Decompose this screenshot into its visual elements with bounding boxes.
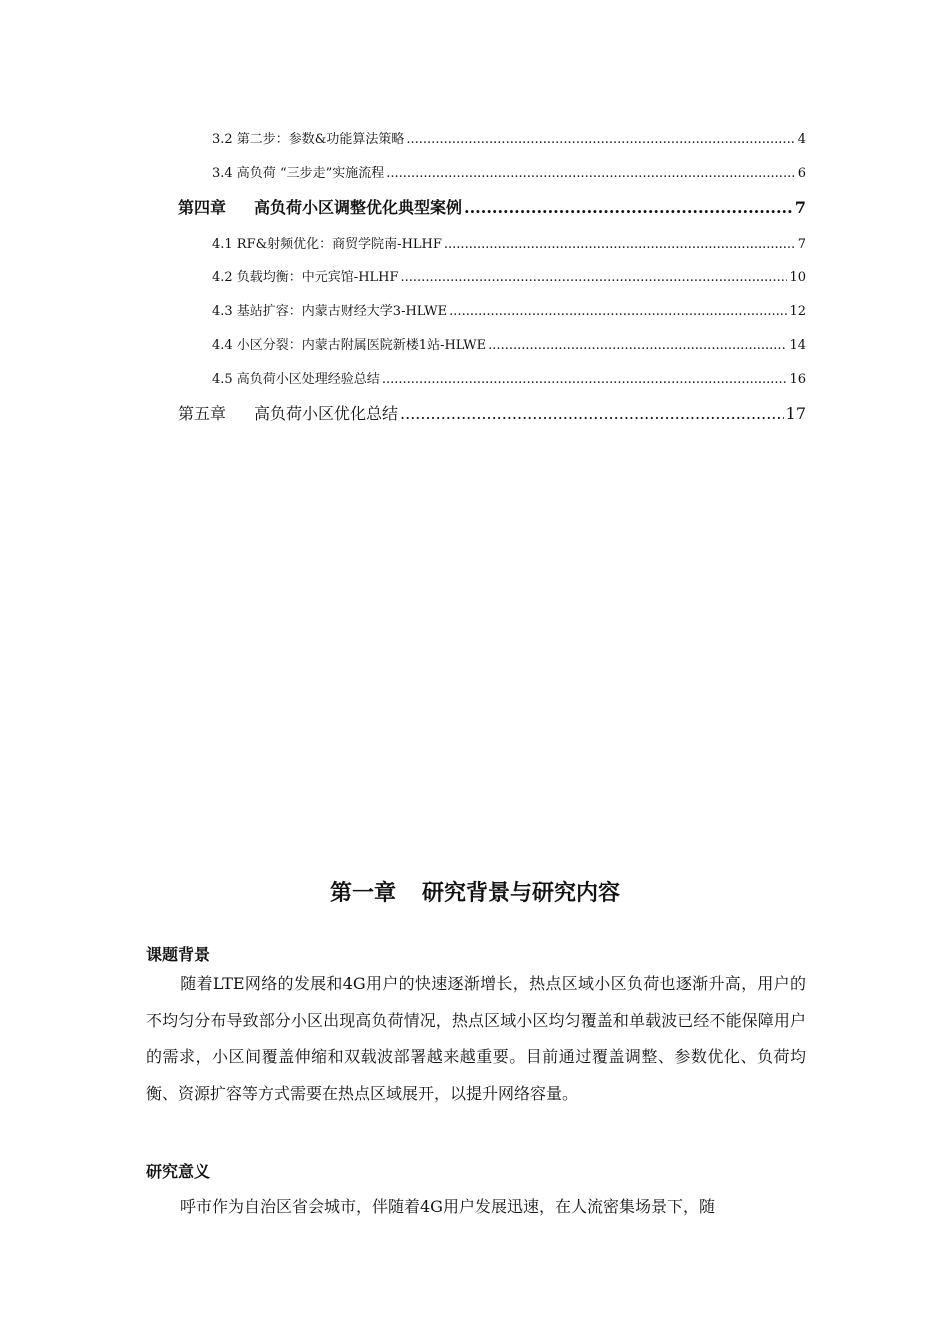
toc-leader — [401, 270, 788, 285]
toc-entry-label: 3.4 高负荷 “三步走”实施流程 — [212, 166, 385, 181]
toc-entry-3-2[interactable] — [212, 128, 806, 147]
chapter-heading — [0, 876, 950, 907]
section-paragraph-significance — [146, 1189, 806, 1226]
toc-page-number: 12 — [789, 304, 806, 319]
toc-leader — [406, 132, 795, 147]
toc-chapter-label — [178, 401, 398, 424]
toc-entry-label: 4.3 基站扩容：内蒙古财经大学3-HLWE — [212, 304, 448, 319]
chapter-title: 研究背景与研究内容 — [422, 881, 621, 906]
toc-entry-label: 4.4 小区分裂：内蒙古附属医院新楼1站-HLWE — [212, 338, 487, 353]
toc-entry-label: 4.2 负载均衡：中元宾馆-HLHF — [212, 270, 399, 285]
toc-leader — [444, 237, 796, 252]
toc-page-number: 6 — [797, 166, 806, 181]
toc-page-number: 17 — [785, 404, 806, 423]
section-paragraph-background — [146, 966, 806, 1112]
toc-entry-4-3[interactable] — [212, 300, 806, 319]
toc-entry-4-2[interactable] — [212, 266, 806, 285]
toc-leader — [386, 166, 795, 181]
toc-entry-chapter-4[interactable] — [178, 195, 806, 218]
toc-page-number: 7 — [797, 237, 806, 252]
toc-entry-4-5[interactable] — [212, 368, 806, 387]
section-heading-background: 课题背景 — [146, 945, 211, 964]
toc-chapter-number: 第五章 — [178, 404, 227, 423]
toc-leader — [449, 304, 787, 319]
toc-page-number: 16 — [789, 372, 806, 387]
toc-page-number: 7 — [794, 198, 806, 217]
toc-entry-label: 4.5 高负荷小区处理经验总结 — [212, 372, 380, 387]
toc-page-number: 14 — [789, 338, 806, 353]
toc-leader — [464, 198, 793, 217]
toc-page-number: 10 — [789, 270, 806, 285]
paragraph-text: 呼市作为自治区省会城市，伴随着4G用户发展迅速，在人流密集场景下，随 — [180, 1197, 715, 1216]
toc-chapter-title: 高负荷小区调整优化典型案例 — [254, 198, 463, 217]
paragraph-text: 随着LTE网络的发展和4G用户的快速逐渐增长，热点区域小区负荷也逐渐升高，用户的不均匀分布导致部分小区出现高负荷情况，热点区域小区均匀覆盖和单载波已经不能保障用户的需求，小区间覆盖伸缩和双载波部署越来越重要。目前通过覆盖调整、参数优化、负荷均衡、资源扩容等方式需要在热点区域展开，以提升网络容量。 — [146, 974, 806, 1103]
toc-chapter-title: 高负荷小区优化总结 — [254, 404, 399, 423]
toc-entry-4-4[interactable] — [212, 334, 806, 353]
toc-leader — [400, 404, 784, 423]
toc-page-number: 4 — [797, 132, 806, 147]
toc-entry-label: 4.1 RF&射频优化：商贸学院南-HLHF — [212, 237, 442, 252]
toc-leader — [382, 372, 788, 387]
toc-entry-3-4[interactable] — [212, 162, 806, 181]
toc-leader — [488, 338, 787, 353]
toc-entry-chapter-5[interactable] — [178, 401, 806, 424]
toc-entry-label: 3.2 第二步：参数&功能算法策略 — [212, 132, 405, 147]
chapter-number: 第一章 — [329, 881, 396, 906]
toc-chapter-number: 第四章 — [178, 198, 227, 217]
section-heading-significance: 研究意义 — [146, 1162, 211, 1181]
toc-entry-4-1[interactable] — [212, 233, 806, 252]
toc-chapter-label — [178, 195, 462, 218]
